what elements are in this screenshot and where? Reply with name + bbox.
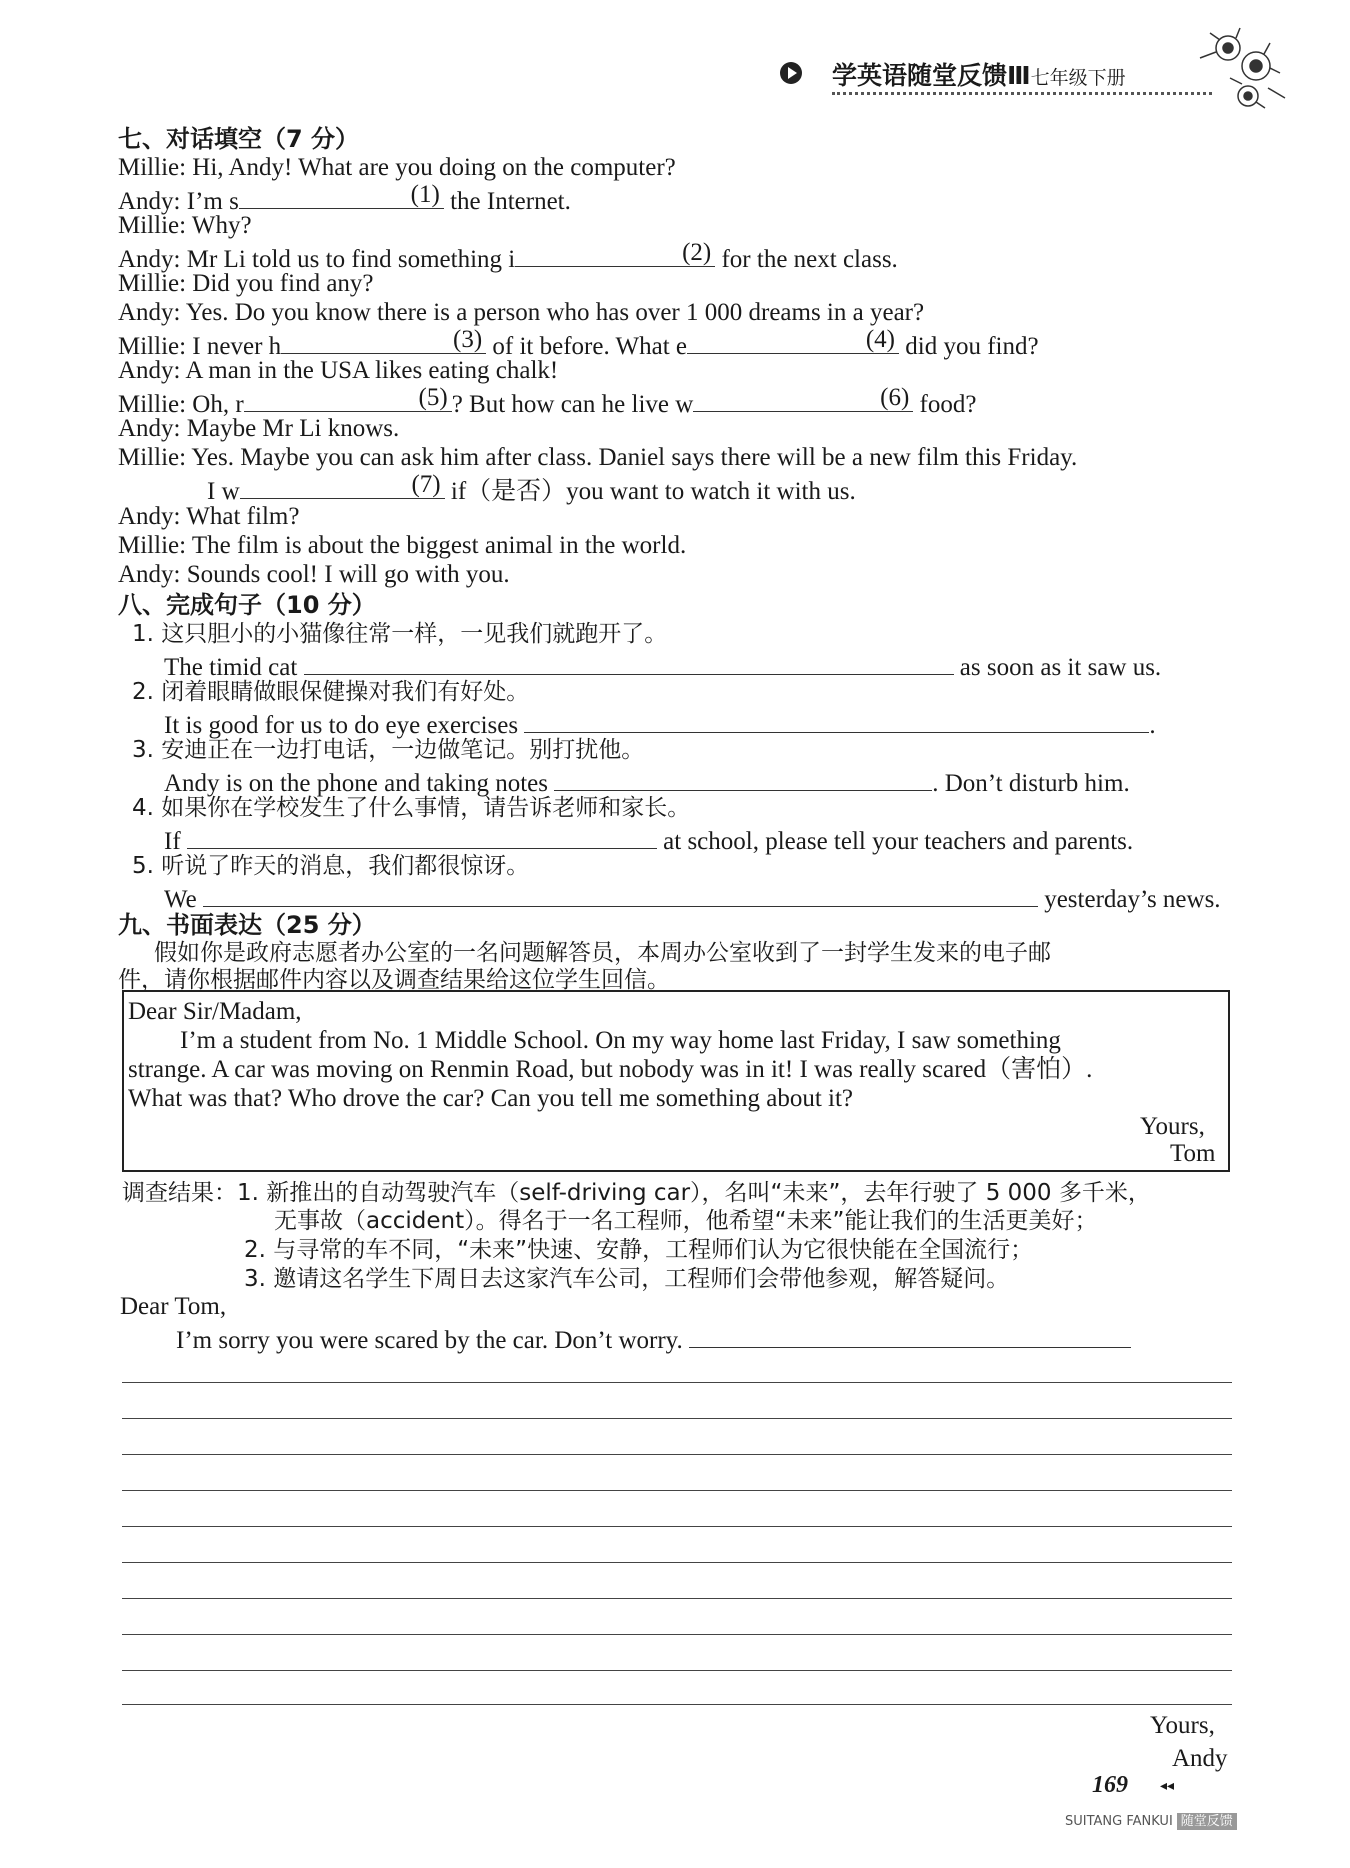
task-intro: 假如你是政府志愿者办公室的一名问题解答员，本周办公室收到了一封学生发来的电子邮 — [154, 940, 1051, 966]
reply-greeting: Dear Tom, — [120, 1293, 227, 1320]
email-body: What was that? Who drove the car? Can you tell me something about it? — [128, 1085, 854, 1112]
answer-5-blank[interactable] — [203, 880, 1038, 907]
dialog-line: I w (7) if（是否）you want to watch it with us. — [207, 471, 856, 505]
writing-line[interactable] — [122, 1454, 1232, 1455]
dialog-line: Andy: What film? — [118, 503, 300, 530]
answer-3-blank[interactable] — [554, 764, 932, 791]
writing-line[interactable] — [689, 1321, 1131, 1348]
dialog-line: Millie: Oh, r (5) ? But how can he live w (6) food? — [118, 384, 977, 418]
question-4: If at school, please tell your teachers and parents. — [164, 822, 1133, 857]
dialog-line: Millie: Hi, Andy! What are you doing on the computer? — [118, 154, 676, 181]
section-7-title: 七、对话填空（7 分） — [118, 125, 360, 153]
dialog-line: Andy: A man in the USA likes eating chalk! — [118, 357, 559, 384]
dialog-line: Millie: I never h (3) of it before. What e (4) did you find? — [118, 326, 1039, 360]
page-number: 169 — [1092, 1772, 1128, 1798]
writing-line[interactable] — [122, 1418, 1232, 1419]
blank-2[interactable]: (2) — [515, 240, 715, 267]
email-signature: Tom — [1170, 1140, 1216, 1167]
blank-1[interactable]: (1) — [239, 182, 444, 209]
dialog-line: Millie: Did you find any? — [118, 270, 374, 297]
question-1: The timid cat as soon as it saw us. — [164, 648, 1161, 683]
email-greeting: Dear Sir/Madam, — [128, 998, 302, 1025]
question-1-prompt: 1. 这只胆小的小猫像往常一样，一见我们就跑开了。 — [132, 621, 668, 647]
writing-line[interactable] — [122, 1634, 1232, 1635]
dialog-line: Millie: The film is about the biggest animal in the world. — [118, 532, 687, 559]
writing-line[interactable] — [122, 1704, 1232, 1705]
dialog-line: Andy: Yes. Do you know there is a person who has over 1 000 dreams in a year? — [118, 299, 925, 326]
email-closing: Yours, — [1140, 1113, 1205, 1140]
dotted-rule — [832, 92, 1212, 95]
email-body: I’m a student from No. 1 Middle School. On my way home last Friday, I saw something — [180, 1027, 1061, 1054]
blank-7[interactable]: (7) — [240, 472, 445, 499]
writing-line[interactable] — [122, 1490, 1232, 1491]
writing-line[interactable] — [122, 1526, 1232, 1527]
answer-4-blank[interactable] — [187, 822, 657, 849]
dialog-line: Millie: Yes. Maybe you can ask him after class. Daniel says there will be a new film this Friday. — [118, 444, 1078, 471]
survey-result-2: 2. 与寻常的车不同，“未来”快速、安静，工程师们认为它很快能在全国流行； — [244, 1237, 1034, 1263]
dialog-line: Andy: Sounds cool! I will go with you. — [118, 561, 510, 588]
question-3: Andy is on the phone and taking notes . Don’t disturb him. — [164, 764, 1130, 799]
play-icon — [780, 62, 802, 84]
blank-4[interactable]: (4) — [687, 327, 899, 354]
reply-signature: Andy — [1172, 1745, 1228, 1772]
survey-result-1: 调查结果：1. 新推出的自动驾驶汽车（self-driving car），名叫“未来”，去年行驶了 5 000 多千米， — [122, 1180, 1151, 1206]
reply-closing: Yours, — [1150, 1712, 1215, 1739]
page-header — [780, 52, 1210, 92]
question-2-prompt: 2. 闭着眼睛做眼保健操对我们有好处。 — [132, 679, 530, 705]
blank-6[interactable]: (6) — [693, 385, 913, 412]
flower-decoration-icon — [1190, 18, 1300, 118]
book-title: 学英语随堂反馈Ⅲ七年级下册 — [832, 61, 1126, 90]
blank-3[interactable]: (3) — [281, 327, 486, 354]
dialog-line: Andy: Maybe Mr Li knows. — [118, 415, 400, 442]
dialog-line: Andy: Mr Li told us to find something i (2) for the next class. — [118, 239, 898, 273]
writing-line[interactable] — [122, 1670, 1232, 1671]
dialog-line: Andy: I’m s (1) the Internet. — [118, 181, 571, 215]
question-4-prompt: 4. 如果你在学校发生了什么事情，请告诉老师和家长。 — [132, 795, 691, 821]
dialog-line: Millie: Why? — [118, 212, 252, 239]
answer-2-blank[interactable] — [524, 706, 1149, 733]
question-5: We yesterday’s news. — [164, 880, 1221, 915]
answer-1-blank[interactable] — [304, 648, 954, 675]
survey-result-3: 3. 邀请这名学生下周日去这家汽车公司，工程师们会带他参观，解答疑问。 — [244, 1266, 1010, 1292]
question-2: It is good for us to do eye exercises . — [164, 706, 1156, 741]
arrow-left-icon: ◂◂ — [1160, 1779, 1175, 1794]
writing-line[interactable] — [122, 1598, 1232, 1599]
reply-start: I’m sorry you were scared by the car. Don’t worry. — [176, 1321, 1131, 1356]
writing-line[interactable] — [122, 1562, 1232, 1563]
email-body: strange. A car was moving on Renmin Road, but nobody was in it! I was really scared（害怕）. — [128, 1056, 1093, 1083]
section-9-title: 九、书面表达（25 分） — [118, 911, 376, 939]
question-3-prompt: 3. 安迪正在一边打电话，一边做笔记。别打扰他。 — [132, 737, 645, 763]
section-8-title: 八、完成句子（10 分） — [118, 591, 376, 619]
question-5-prompt: 5. 听说了昨天的消息，我们都很惊讶。 — [132, 853, 530, 879]
writing-line[interactable] — [122, 1382, 1232, 1383]
footer-brand: SUITANG FANKUI 随堂反馈 — [1065, 1810, 1237, 1829]
blank-5[interactable]: (5) — [244, 385, 452, 412]
task-intro: 件，请你根据邮件内容以及调查结果给这位学生回信。 — [118, 967, 670, 993]
survey-result-1b: 无事故（accident）。得名于一名工程师，他希望“未来”能让我们的生活更美好； — [274, 1208, 1098, 1234]
